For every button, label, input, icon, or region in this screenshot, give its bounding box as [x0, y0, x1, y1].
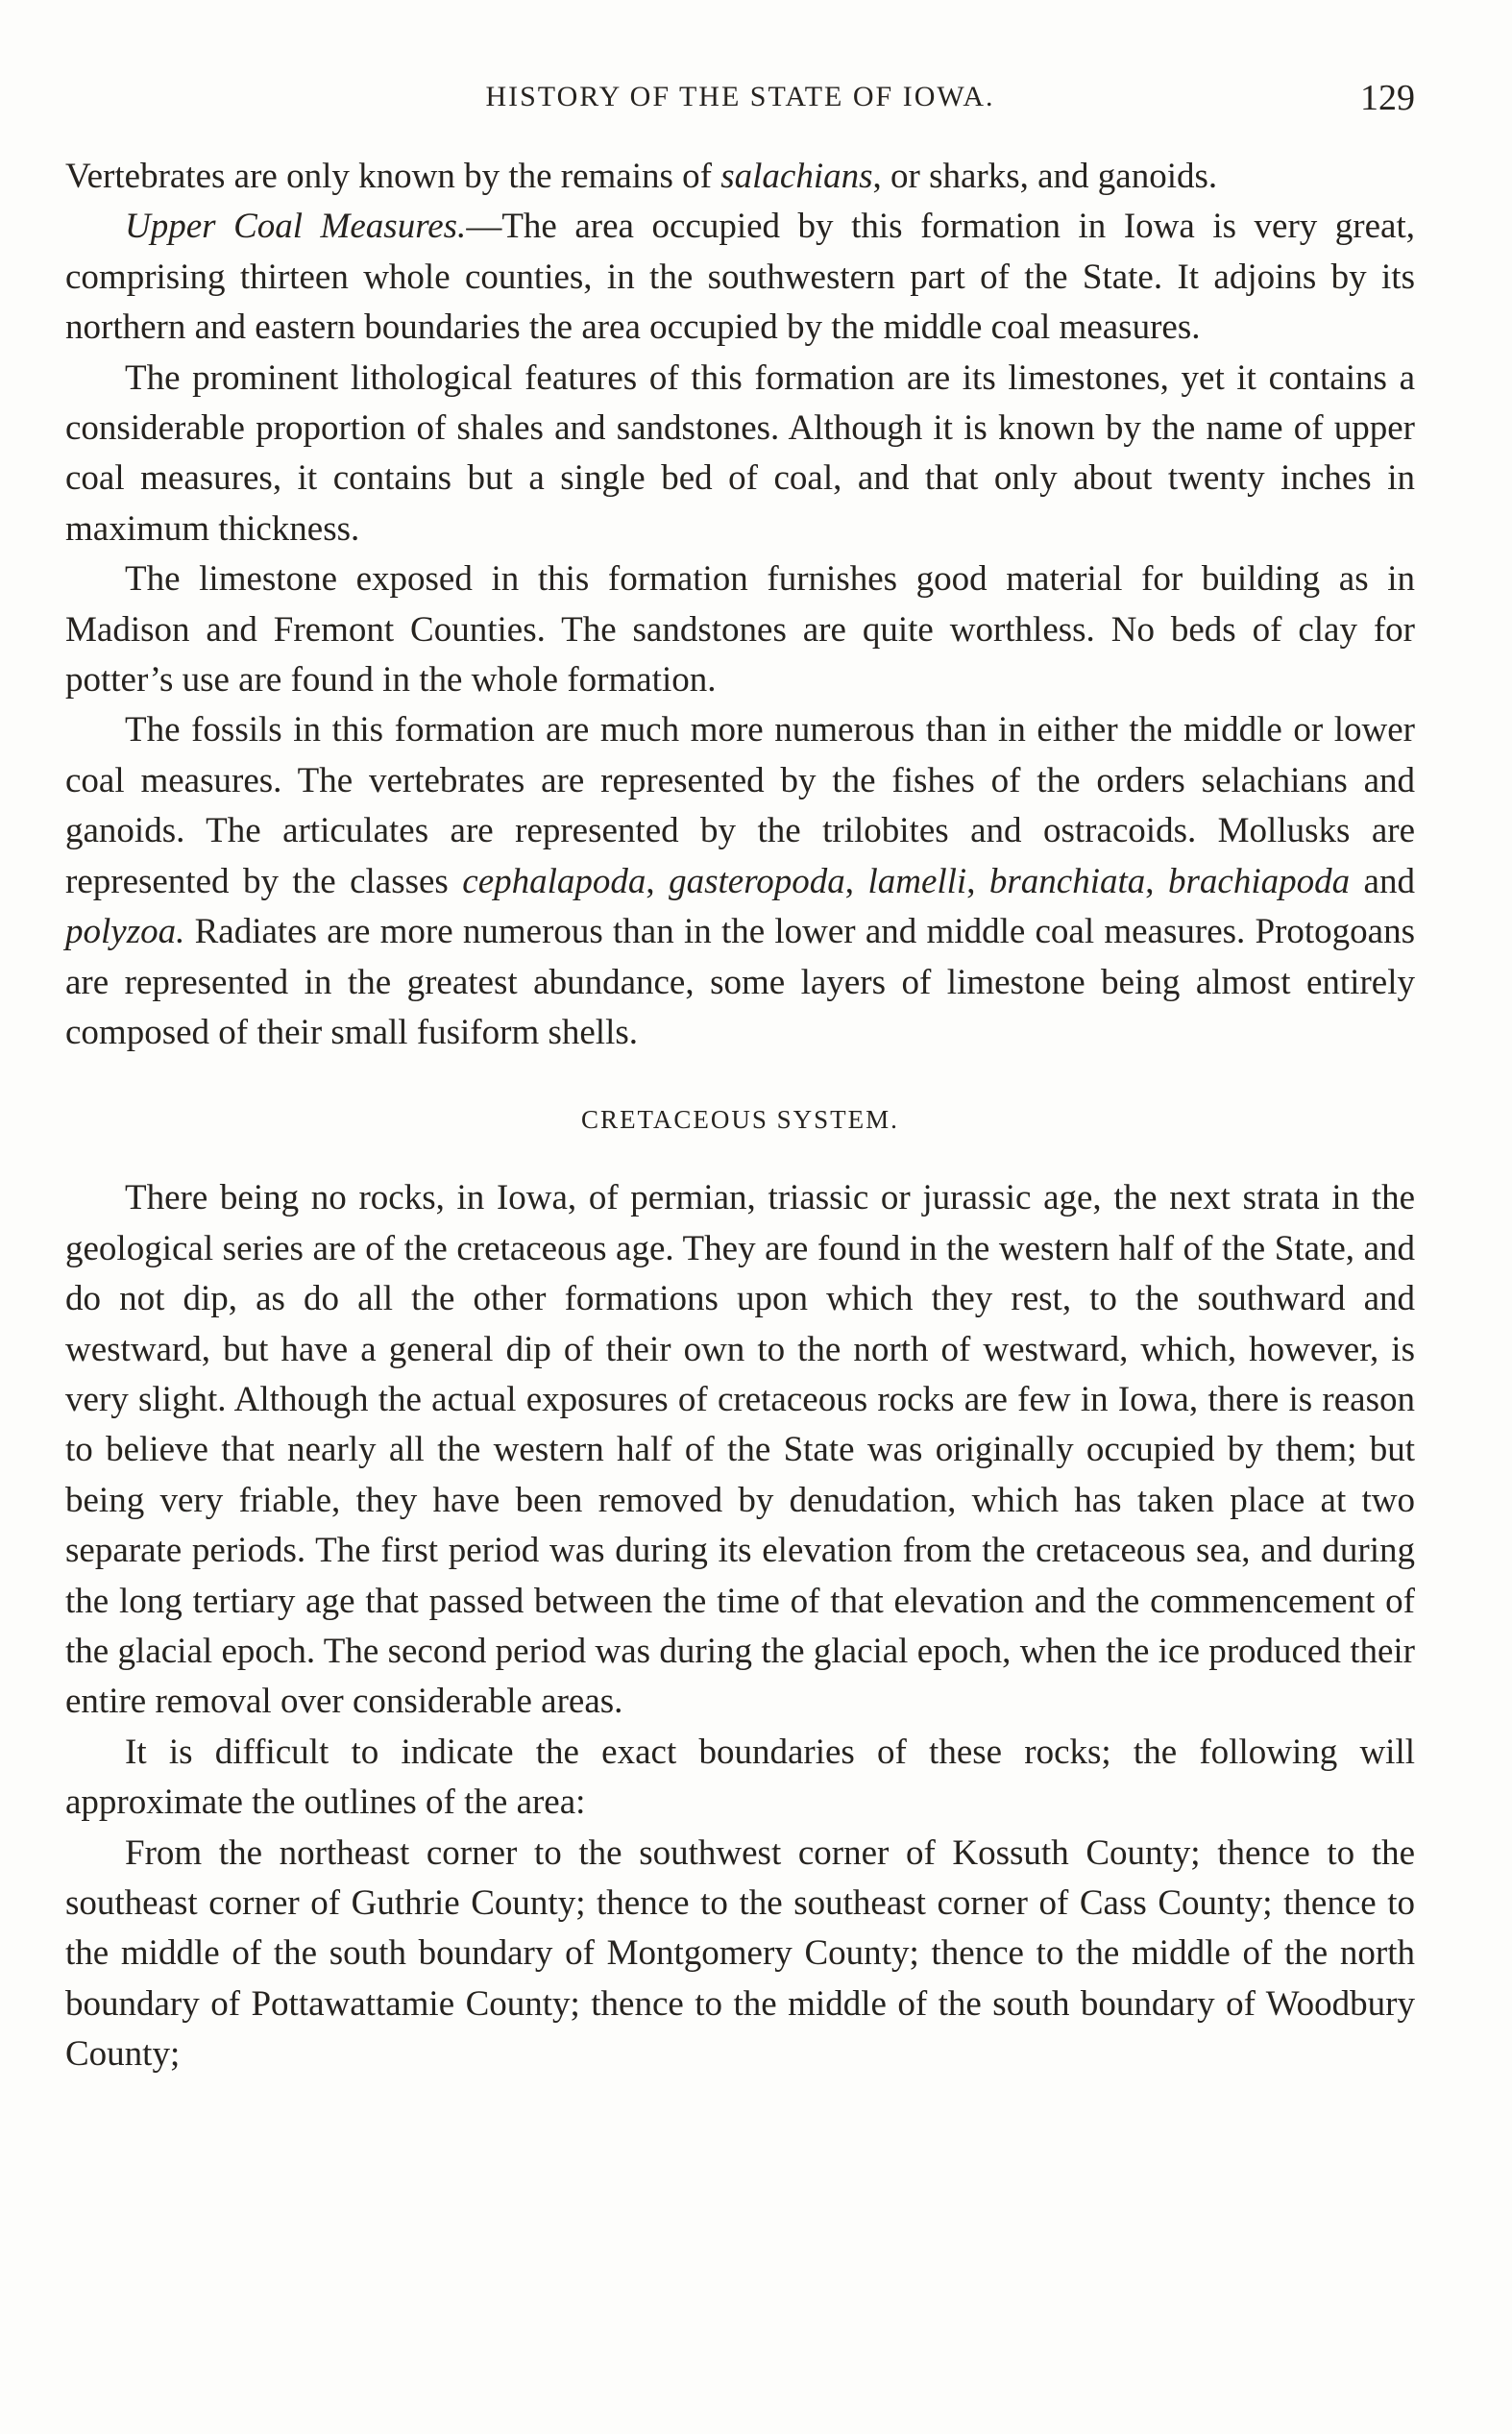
subsection-title: Upper Coal Measures.	[125, 207, 467, 247]
text-run: ,	[646, 861, 670, 901]
italic-term: gasteropoda	[669, 861, 845, 901]
text-run: The fossils in this formation are much more numerous than in either the middle or lower coal measures. The vertebrates are represented by the fishes of the orders selachians and ganoids. The articulates are represented by the trilobites and ostracoids. Mollusks are represented by the classes	[65, 710, 1415, 901]
text-run: and	[1350, 861, 1415, 901]
running-head	[65, 77, 1415, 125]
italic-term: brachiapoda	[1168, 861, 1351, 901]
paragraph-lithological-features: The prominent lithological features of this formation are its limestones, yet it contains a considerable proportion of shales and sandstones. Although it is known by the name of upper coal measures, it contains but a single bed of coal, and that only about twenty inches in maximum thickness.	[65, 357, 1415, 549]
paragraph-fossils	[65, 705, 1415, 1058]
text-run: Radiates are more numerous than in the lower and middle coal measures. Protogoans are represented in the greatest abundance, some layers of limestone being almost entirely composed of their small fusiform shells.	[65, 912, 1415, 1052]
italic-term: cephalapoda	[462, 861, 646, 901]
text-run: ,	[966, 861, 989, 901]
paragraph-upper-coal-measures	[65, 202, 1415, 353]
text-run: , or sharks, and ganoids.	[872, 157, 1218, 196]
italic-term: salachians	[720, 157, 873, 196]
paragraph-outline: From the northeast corner to the southwest corner of Kossuth County; thence to the southeast corner of Guthrie County; thence to the southeast corner of Cass County; thence to the middle of the south boundary of Montgomery County; thence to the middle of the north boundary of Pottawattamie County; thence to the middle of the south boundary of Woodbury County;	[65, 1832, 1415, 2075]
page-number: 129	[1360, 78, 1415, 118]
text-run: —The area occupied by this formation in Iowa is very great, comprising thirteen whole counties, in the southwestern part of the State. It adjoins by its northern and eastern boundaries the area occupied by the middle coal measures.	[65, 207, 1415, 348]
italic-term: branchiata	[988, 861, 1146, 901]
paragraph-vertebrates	[65, 152, 1415, 202]
text-run: ,	[1145, 861, 1168, 901]
paragraph-boundaries: It is difficult to indicate the exact boundaries of these rocks; the following will approximate the outlines of the area:	[65, 1732, 1415, 1823]
paragraph-cretaceous-age: There being no rocks, in Iowa, of permian, triassic or jurassic age, the next strata in the geological series are of the cretaceous age. They are found in the western half of the State, and do not dip, as do all the other formations upon which they rest, to the southward and westward, but have a general dip of their own to the north of westward, which, however, is very slight. Although the actual exposures of cretaceous rocks are few in Iowa, there is reason to believe that nearly all the western half of the State was originally occupied by them; but being very friable, they have been removed by denudation, which has taken place at two separate periods. The first period was during its elevation from the cretaceous sea, and during the long tertiary age that passed between the time of that elevation and the commencement of the glacial epoch. The second period was during the glacial epoch, when the ice produced their entire removal over considerable areas.	[65, 1178, 1415, 1722]
italic-term: lamelli	[867, 861, 967, 901]
section-heading-cretaceous: CRETACEOUS SYSTEM.	[581, 1105, 899, 1135]
running-title: HISTORY OF THE STATE OF IOWA.	[485, 81, 995, 112]
text-run: Vertebrates are only known by the remains of	[65, 157, 721, 196]
body-text	[65, 152, 1415, 2080]
paragraph-limestone: The limestone exposed in this formation furnishes good material for building as in Madison and Fremont Counties. The sandstones are quite worthless. No beds of clay for potter’s use are found in the whole formation.	[65, 559, 1415, 701]
text-run: ,	[844, 861, 868, 901]
italic-term: polyzoa.	[65, 912, 185, 952]
